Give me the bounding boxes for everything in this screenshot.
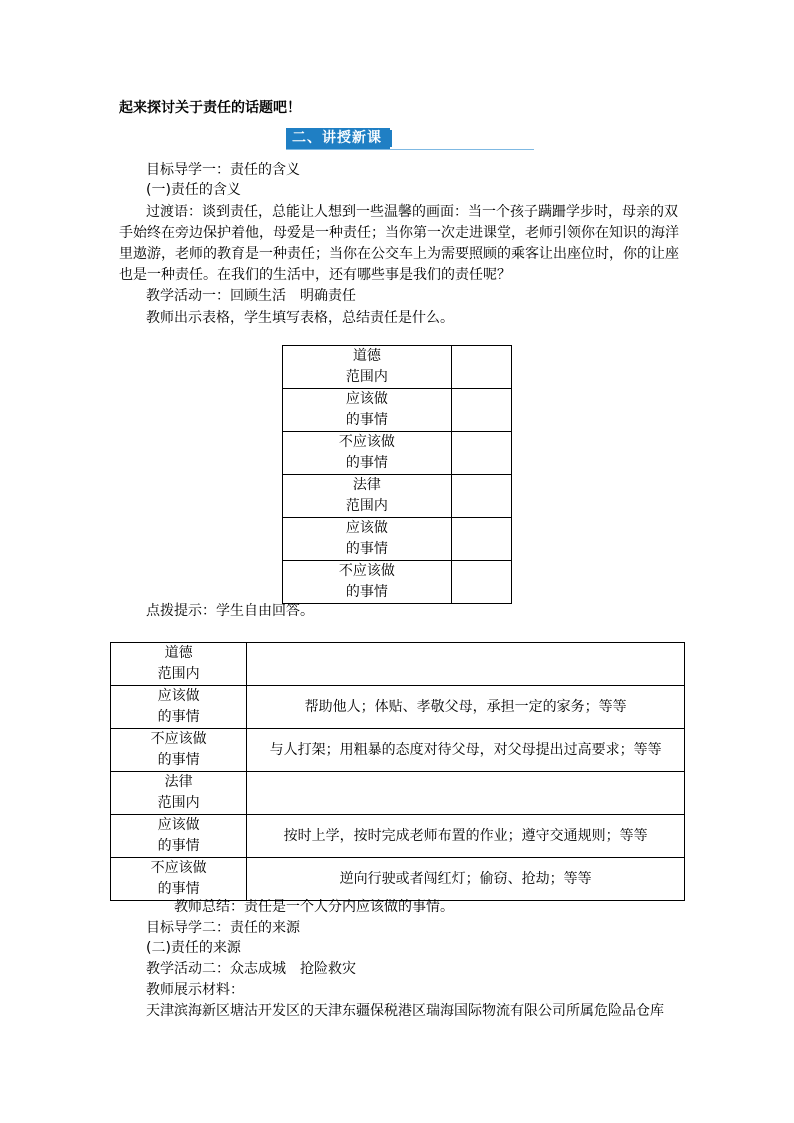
answer-table bbox=[110, 642, 685, 901]
answer-cell: 帮助他人；体贴、孝敬父母，承担一定的家务；等等 bbox=[247, 686, 685, 729]
table-row bbox=[283, 475, 512, 518]
answer-cell: 与人打架；用粗暴的态度对待父母，对父母提出过高要求；等等 bbox=[247, 729, 685, 772]
goal-heading-1: 目标导学一：责任的含义 bbox=[146, 162, 300, 178]
row-label: 不应该做 的事情 bbox=[111, 729, 247, 772]
section-banner: 二、讲授新课 bbox=[286, 128, 390, 149]
answer-cell[interactable] bbox=[451, 475, 511, 518]
transition-line-3: 里遨游，老师的教育是一种责任；当你在公交车上为需要照顾的乘客让出座位时，你的让座 bbox=[119, 246, 679, 262]
table-row bbox=[283, 518, 512, 561]
table-row bbox=[283, 346, 512, 389]
row-label: 应该做 的事情 bbox=[283, 389, 452, 432]
answer-cell: 按时上学，按时完成老师布置的作业；遵守交通规则；等等 bbox=[247, 815, 685, 858]
subheading-2: (二)责任的来源 bbox=[146, 940, 241, 956]
answer-cell[interactable] bbox=[451, 346, 511, 389]
table-row bbox=[111, 772, 685, 815]
row-label: 法律 范围内 bbox=[283, 475, 452, 518]
hint-text: 点拨提示：学生自由回答。 bbox=[146, 603, 314, 619]
row-label: 应该做 的事情 bbox=[283, 518, 452, 561]
row-label: 道德 范围内 bbox=[111, 643, 247, 686]
answer-cell[interactable] bbox=[451, 432, 511, 475]
material-text: 天津滨海新区塘沽开发区的天津东疆保税港区瑞海国际物流有限公司所属危险品仓库 bbox=[146, 1003, 664, 1019]
activity-1: 教学活动一：回顾生活 明确责任 bbox=[146, 288, 356, 304]
transition-line-1: 过渡语：谈到责任，总能让人想到一些温馨的画面：当一个孩子蹒跚学步时，母亲的双 bbox=[146, 204, 678, 220]
activity-2: 教学活动二：众志成城 抢险救灾 bbox=[146, 961, 356, 977]
blank-table bbox=[282, 345, 512, 604]
answer-cell[interactable] bbox=[451, 518, 511, 561]
transition-line-4: 也是一种责任。在我们的生活中，还有哪些事是我们的责任呢？ bbox=[119, 267, 511, 283]
row-label: 应该做 的事情 bbox=[111, 815, 247, 858]
row-label: 不应该做 的事情 bbox=[283, 561, 452, 604]
table-row bbox=[111, 686, 685, 729]
banner-rule bbox=[286, 149, 534, 150]
answer-cell bbox=[247, 772, 685, 815]
row-label: 法律 范围内 bbox=[111, 772, 247, 815]
row-label: 道德 范围内 bbox=[283, 346, 452, 389]
table-row bbox=[283, 561, 512, 604]
table-row bbox=[111, 643, 685, 686]
row-label: 应该做 的事情 bbox=[111, 686, 247, 729]
table-row bbox=[283, 432, 512, 475]
intro-text: 起来探讨关于责任的话题吧！ bbox=[119, 100, 301, 116]
goal-heading-2: 目标导学二：责任的来源 bbox=[146, 920, 300, 936]
instruction-text: 教师出示表格，学生填写表格，总结责任是什么。 bbox=[146, 310, 454, 326]
answer-cell bbox=[247, 643, 685, 686]
material-label: 教师展示材料： bbox=[146, 982, 244, 998]
answer-cell[interactable] bbox=[451, 561, 511, 604]
answer-cell[interactable] bbox=[451, 389, 511, 432]
banner-tick bbox=[389, 130, 392, 147]
table-row bbox=[283, 389, 512, 432]
summary-text: 教师总结：责任是一个人分内应该做的事情。 bbox=[174, 899, 454, 915]
table-row bbox=[111, 858, 685, 901]
row-label: 不应该做 的事情 bbox=[283, 432, 452, 475]
table-row bbox=[111, 815, 685, 858]
subheading-1: (一)责任的含义 bbox=[146, 182, 241, 198]
transition-line-2: 手始终在旁边保护着他，母爱是一种责任；当你第一次走进课堂，老师引领你在知识的海洋 bbox=[119, 225, 679, 241]
row-label: 不应该做 的事情 bbox=[111, 858, 247, 901]
table-row bbox=[111, 729, 685, 772]
answer-cell: 逆向行驶或者闯红灯；偷窃、抢劫；等等 bbox=[247, 858, 685, 901]
